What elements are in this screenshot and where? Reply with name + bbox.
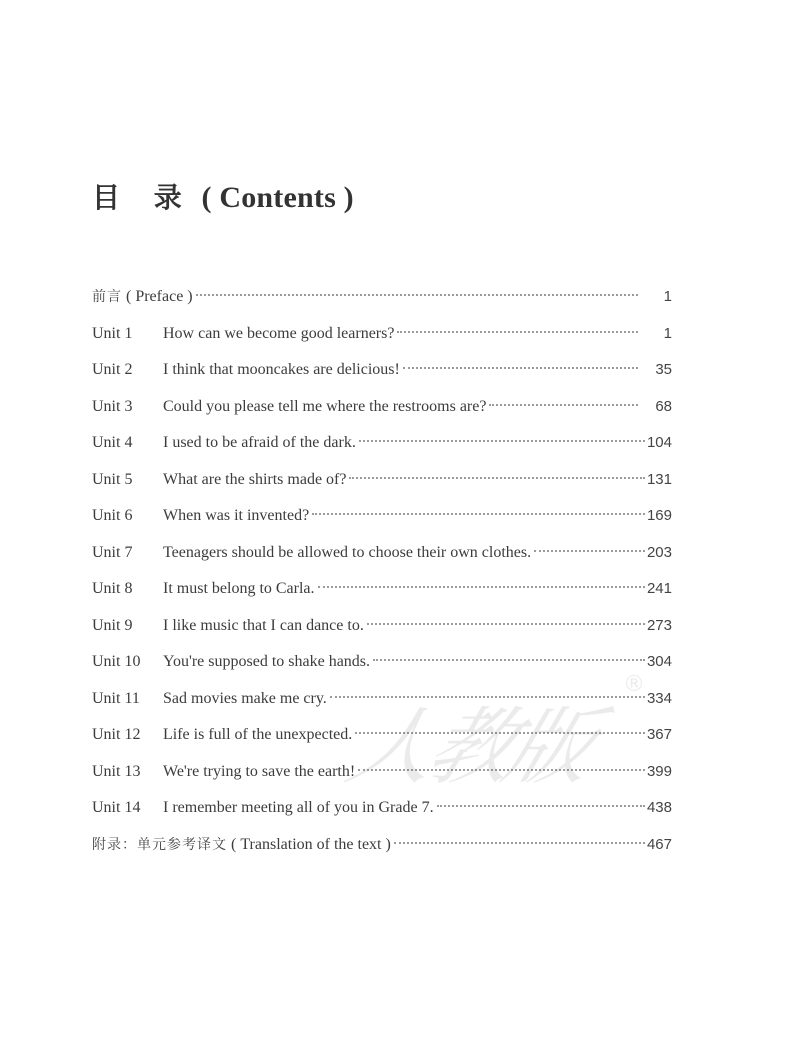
toc-entry-title bbox=[92, 283, 193, 311]
toc-entry-unit-10[interactable] bbox=[92, 648, 672, 685]
toc-entry-title: Life is full of the unexpected. bbox=[163, 726, 353, 743]
toc-entry-unit-1[interactable] bbox=[92, 320, 672, 357]
dot-leader bbox=[312, 513, 645, 515]
toc-entry-title-en: ( Preface ) bbox=[126, 288, 193, 305]
toc-entry-unit-4[interactable] bbox=[92, 429, 672, 466]
toc-entry-title: I think that mooncakes are delicious! bbox=[163, 361, 400, 378]
dot-leader bbox=[330, 696, 645, 698]
registered-mark-icon: ® bbox=[623, 672, 645, 697]
toc-page-number: 1 bbox=[663, 324, 672, 342]
toc-page-number: 241 bbox=[646, 580, 672, 597]
toc-unit-label: Unit 4 bbox=[92, 434, 133, 451]
page-title-cn: 目 录 bbox=[92, 181, 194, 215]
dot-leader bbox=[403, 367, 638, 369]
toc-page-number: 438 bbox=[646, 799, 672, 816]
toc-page-number: 399 bbox=[646, 762, 672, 780]
table-of-contents bbox=[92, 283, 672, 867]
toc-unit-label: Unit 10 bbox=[92, 653, 141, 670]
toc-unit-label: Unit 3 bbox=[92, 397, 133, 415]
toc-entry-unit-12[interactable] bbox=[92, 721, 672, 758]
toc-entry-unit-13[interactable] bbox=[92, 758, 672, 795]
page-title-en: ( Contents ) bbox=[201, 181, 354, 215]
toc-entry-unit-9[interactable] bbox=[92, 612, 672, 649]
toc-page-number: 304 bbox=[646, 653, 672, 670]
toc-page-number: 334 bbox=[646, 689, 672, 707]
toc-entry-unit-8[interactable] bbox=[92, 575, 672, 612]
toc-unit-label: Unit 11 bbox=[92, 689, 140, 707]
toc-unit-label: Unit 1 bbox=[92, 324, 133, 342]
toc-entry-title: I like music that I can dance to. bbox=[163, 616, 364, 634]
toc-entry-title-cn: 前言 bbox=[92, 289, 122, 305]
dot-leader bbox=[394, 842, 645, 844]
dot-leader bbox=[367, 623, 645, 625]
dot-leader bbox=[437, 805, 645, 807]
toc-entry-title: Could you please tell me where the restrooms are? bbox=[163, 397, 487, 415]
toc-entry-unit-7[interactable] bbox=[92, 539, 672, 576]
toc-entry-title: You're supposed to shake hands. bbox=[163, 653, 371, 670]
toc-entry-unit-3[interactable] bbox=[92, 393, 672, 430]
dot-leader bbox=[349, 477, 644, 479]
dot-leader bbox=[373, 659, 645, 661]
toc-entry-preface[interactable] bbox=[92, 283, 672, 320]
toc-page-number: 169 bbox=[646, 507, 672, 524]
toc-entry-appendix[interactable] bbox=[92, 831, 672, 868]
toc-entry-unit-2[interactable] bbox=[92, 356, 672, 393]
toc-entry-title: Teenagers should be allowed to choose their own clothes. bbox=[163, 543, 532, 561]
toc-unit-label: Unit 5 bbox=[92, 470, 133, 488]
dot-leader bbox=[489, 404, 638, 406]
dot-leader bbox=[359, 440, 645, 442]
toc-unit-label: Unit 14 bbox=[92, 799, 141, 816]
toc-entry-title-en: ( Translation of the text ) bbox=[231, 835, 391, 853]
toc-unit-label: Unit 2 bbox=[92, 361, 133, 378]
dot-leader bbox=[355, 732, 645, 734]
toc-entry-title: It must belong to Carla. bbox=[163, 580, 315, 597]
toc-entry-title: How can we become good learners? bbox=[163, 324, 395, 342]
toc-entry-title: What are the shirts made of? bbox=[163, 470, 347, 488]
toc-entry-unit-14[interactable] bbox=[92, 794, 672, 831]
toc-entry-title: We're trying to save the earth! bbox=[163, 762, 356, 780]
toc-page-number: 131 bbox=[646, 470, 672, 488]
toc-unit-label: Unit 8 bbox=[92, 580, 133, 597]
toc-entry-unit-6[interactable] bbox=[92, 502, 672, 539]
toc-entry-title bbox=[92, 831, 391, 859]
toc-page-number: 273 bbox=[646, 616, 672, 634]
toc-entry-title: When was it invented? bbox=[163, 507, 310, 524]
toc-entry-title: Sad movies make me cry. bbox=[163, 689, 327, 707]
toc-entry-title-cn: 附录：单元参考译文 bbox=[92, 836, 227, 853]
toc-page-number: 367 bbox=[646, 726, 672, 743]
watermark-text: 人教版 bbox=[336, 698, 603, 796]
toc-page-number: 68 bbox=[655, 397, 672, 415]
toc-entry-unit-11[interactable] bbox=[92, 685, 672, 722]
toc-unit-label: Unit 12 bbox=[92, 726, 141, 743]
dot-leader bbox=[196, 294, 638, 296]
toc-unit-label: Unit 13 bbox=[92, 762, 141, 780]
toc-page-number: 1 bbox=[663, 288, 672, 305]
toc-unit-label: Unit 6 bbox=[92, 507, 133, 524]
toc-page-number: 104 bbox=[646, 434, 672, 451]
page-title bbox=[92, 178, 354, 218]
toc-entry-title: I remember meeting all of you in Grade 7. bbox=[163, 799, 434, 816]
toc-entry-title: I used to be afraid of the dark. bbox=[163, 434, 356, 451]
dot-leader bbox=[318, 586, 645, 588]
toc-unit-label: Unit 7 bbox=[92, 543, 133, 561]
toc-entry-unit-5[interactable] bbox=[92, 466, 672, 503]
toc-page-number: 203 bbox=[646, 543, 672, 561]
toc-page-number: 467 bbox=[646, 835, 672, 853]
toc-page-number: 35 bbox=[655, 361, 672, 378]
dot-leader bbox=[358, 769, 645, 771]
toc-unit-label: Unit 9 bbox=[92, 616, 133, 634]
dot-leader bbox=[534, 550, 645, 552]
dot-leader bbox=[397, 331, 638, 333]
